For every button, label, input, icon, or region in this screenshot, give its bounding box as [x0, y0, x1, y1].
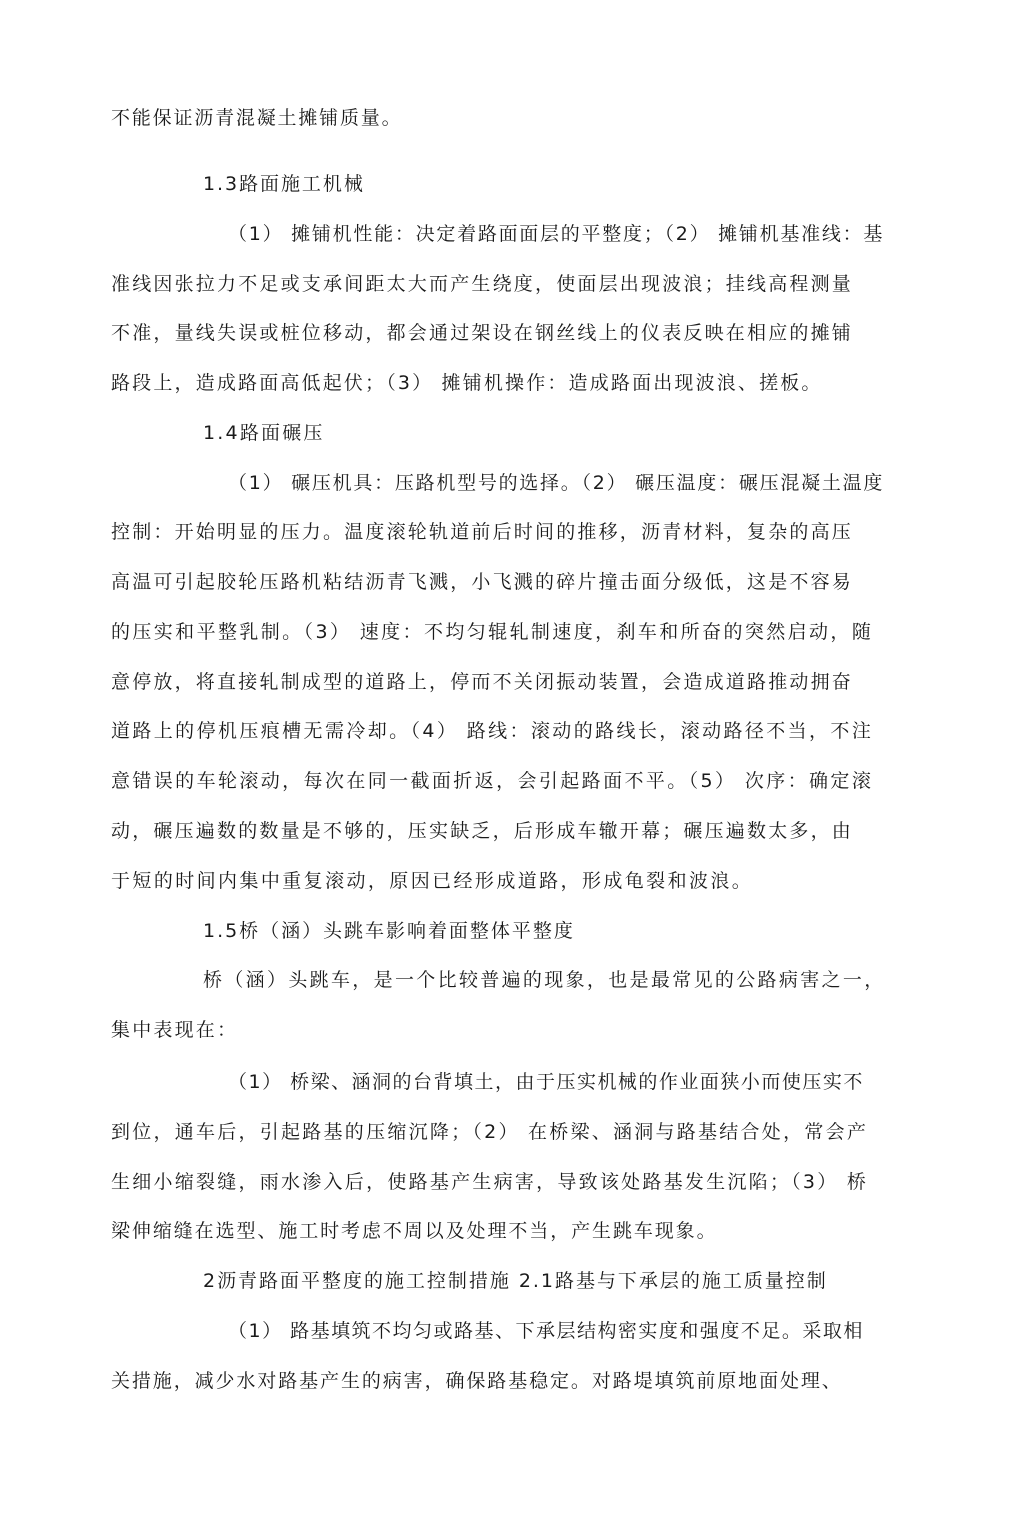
- text-line-9: 控制：开始明显的压力。温度滚轮轨道前后时间的推移，沥青材料，复杂的高压: [111, 521, 854, 543]
- section-heading-1-5: 1.5桥（涵）头跳车影响着面整体平整度: [203, 920, 575, 942]
- section-heading-1-4: 1.4路面碾压: [203, 422, 325, 444]
- text-line-3: （1） 摊铺机性能：决定着路面面层的平整度；（2） 摊铺机基准线：基: [228, 223, 885, 245]
- text-line-18: 桥（涵）头跳车，是一个比较普遍的现象，也是最常见的公路病害之一，: [203, 969, 886, 991]
- text-line-5: 不准，量线失误或桩位移动，都会通过架设在钢丝线上的仪表反映在相应的摊铺: [111, 322, 854, 344]
- text-line-21: 到位，通车后，引起路基的压缩沉降；（2） 在桥梁、涵洞与路基结合处，常会产: [111, 1121, 869, 1143]
- text-line-10: 高温可引起胶轮压路机粘结沥青飞溅，小飞溅的碎片撞击面分级低，这是不容易: [111, 571, 854, 593]
- text-line-8: （1） 碾压机具：压路机型号的选择。（2） 碾压温度：碾压混凝土温度: [228, 472, 885, 494]
- text-line-6: 路段上，造成路面高低起伏；（3） 摊铺机操作：造成路面出现波浪、搓板。: [111, 372, 823, 394]
- text-line-19: 集中表现在：: [111, 1019, 239, 1041]
- text-line-14: 意错误的车轮滚动，每次在同一截面折返，会引起路面不平。（5） 次序：确定滚: [111, 770, 874, 792]
- text-line-1: 不能保证沥青混凝土摊铺质量。: [111, 107, 403, 129]
- text-line-13: 道路上的停机压痕槽无需冷却。（4） 路线：滚动的路线长，滚动路径不当，不注: [111, 720, 874, 742]
- text-line-26: 关措施，减少水对路基产生的病害，确保路基稳定。对路堤填筑前原地面处理、: [111, 1370, 843, 1392]
- text-line-11: 的压实和平整乳制。（3） 速度：不均匀辊轧制速度，刹车和所奋的突然启动，随: [111, 621, 874, 643]
- text-line-4: 准线因张拉力不足或支承间距太大而产生绕度，使面层出现波浪；挂线高程测量: [111, 273, 854, 295]
- section-heading-2: 2沥青路面平整度的施工控制措施 2.1路基与下承层的施工质量控制: [203, 1270, 828, 1292]
- section-heading-1-3: 1.3路面施工机械: [203, 173, 365, 195]
- text-line-20: （1） 桥梁、涵洞的台背填土，由于压实机械的作业面狭小而使压实不: [228, 1071, 864, 1093]
- text-line-23: 梁伸缩缝在选型、施工时考虑不周以及处理不当，产生跳车现象。: [111, 1220, 718, 1242]
- text-line-22: 生细小缩裂缝，雨水渗入后，使路基产生病害，导致该处路基发生沉陷；（3） 桥: [111, 1171, 869, 1193]
- text-line-16: 于短的时间内集中重复滚动，原因已经形成道路，形成龟裂和波浪。: [111, 870, 754, 892]
- text-line-25: （1） 路基填筑不均匀或路基、下承层结构密实度和强度不足。采取相: [228, 1320, 864, 1342]
- text-line-15: 动，碾压遍数的数量是不够的，压实缺乏，后形成车辙开幕；碾压遍数太多，由: [111, 820, 854, 842]
- text-line-12: 意停放，将直接轧制成型的道路上，停而不关闭振动装置，会造成道路推动拥奋: [111, 671, 854, 693]
